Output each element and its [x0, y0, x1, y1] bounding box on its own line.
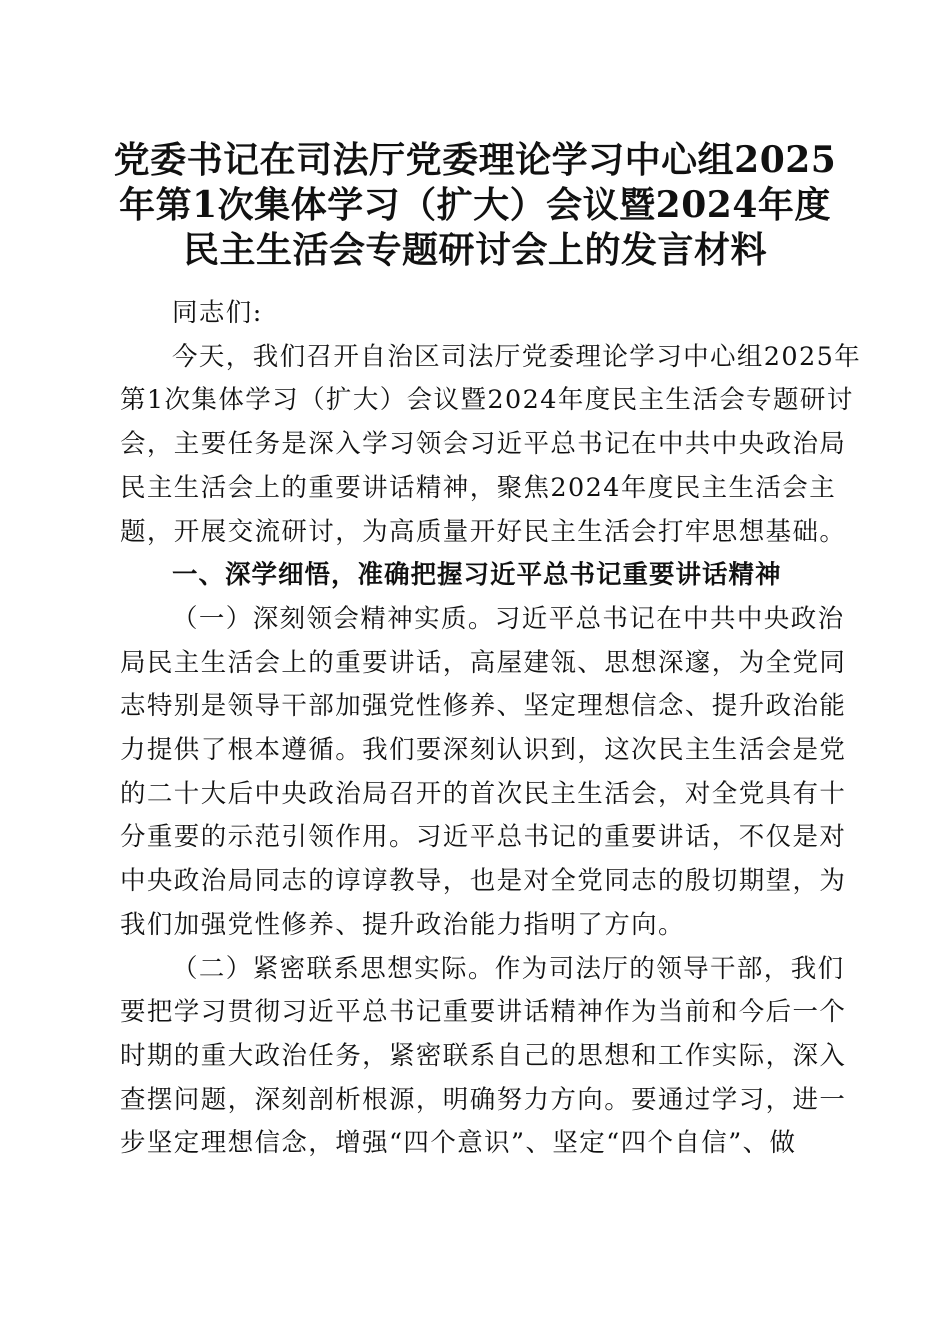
paragraph-line: 我们加强党性修养、提升政治能力指明了方向。 — [120, 909, 685, 940]
section-heading-text: 一、深学细悟，准确把握习近平总书记重要讲话精神 — [172, 560, 782, 591]
paragraph-line: 要把学习贯彻习近平总书记重要讲话精神作为当前和今后一个 — [120, 997, 847, 1028]
document-body — [120, 292, 862, 1166]
title-line: 党委书记在司法厅党委理论学习中心组2025 — [113, 139, 837, 181]
paragraph-line: 会，主要任务是深入学习领会习近平总书记在中共中央政治局 — [120, 429, 847, 460]
paragraph-line: 题，开展交流研讨，为高质量开好民主生活会打牢思想基础。 — [120, 516, 847, 547]
paragraph-line: 局民主生活会上的重要讲话，高屋建瓴、思想深邃，为全党同 — [120, 647, 847, 678]
paragraph-line: 今天，我们召开自治区司法厅党委理论学习中心组2025年 — [172, 341, 862, 372]
paragraph-line: （一）深刻领会精神实质。习近平总书记在中共中央政治 — [172, 603, 845, 634]
paragraph-line: 步坚定理想信念，增强“四个意识”、坚定“四个自信”、做 — [120, 1128, 797, 1159]
paragraph-line: （二）紧密联系思想实际。作为司法厅的领导干部，我们 — [172, 953, 845, 984]
paragraph-line: 民主生活会上的重要讲话精神，聚焦2024年度民主生活会主 — [120, 472, 837, 503]
subsection-paragraph-2 — [120, 948, 847, 1167]
paragraph-line: 的二十大后中央政治局召开的首次民主生活会，对全党具有十 — [120, 778, 847, 809]
paragraph-line: 志特别是领导干部加强党性修养、坚定理想信念、提升政治能 — [120, 691, 847, 722]
subsection-paragraph-1 — [120, 598, 847, 948]
intro-paragraph — [120, 336, 862, 555]
salutation — [120, 292, 832, 336]
paragraph-line: 第1次集体学习（扩大）会议暨2024年度民主生活会专题研讨 — [120, 385, 854, 416]
paragraph-line: 查摆问题，深刻剖析根源，明确努力方向。要通过学习，进一 — [120, 1084, 847, 1115]
document-title — [110, 138, 840, 273]
salutation-text: 同志们: — [172, 298, 263, 328]
paragraph-line: 中央政治局同志的谆谆教导，也是对全党同志的殷切期望，为 — [120, 866, 847, 897]
title-line: 民主生活会专题研讨会上的发言材料 — [182, 229, 767, 271]
title-line: 年第1次集体学习（扩大）会议暨2024年度 — [119, 184, 831, 226]
paragraph-line: 时期的重大政治任务，紧密联系自己的思想和工作实际，深入 — [120, 1040, 847, 1071]
section-heading — [120, 554, 832, 598]
paragraph-line: 力提供了根本遵循。我们要深刻认识到，这次民主生活会是党 — [120, 735, 847, 766]
paragraph-line: 分重要的示范引领作用。习近平总书记的重要讲话，不仅是对 — [120, 822, 847, 853]
